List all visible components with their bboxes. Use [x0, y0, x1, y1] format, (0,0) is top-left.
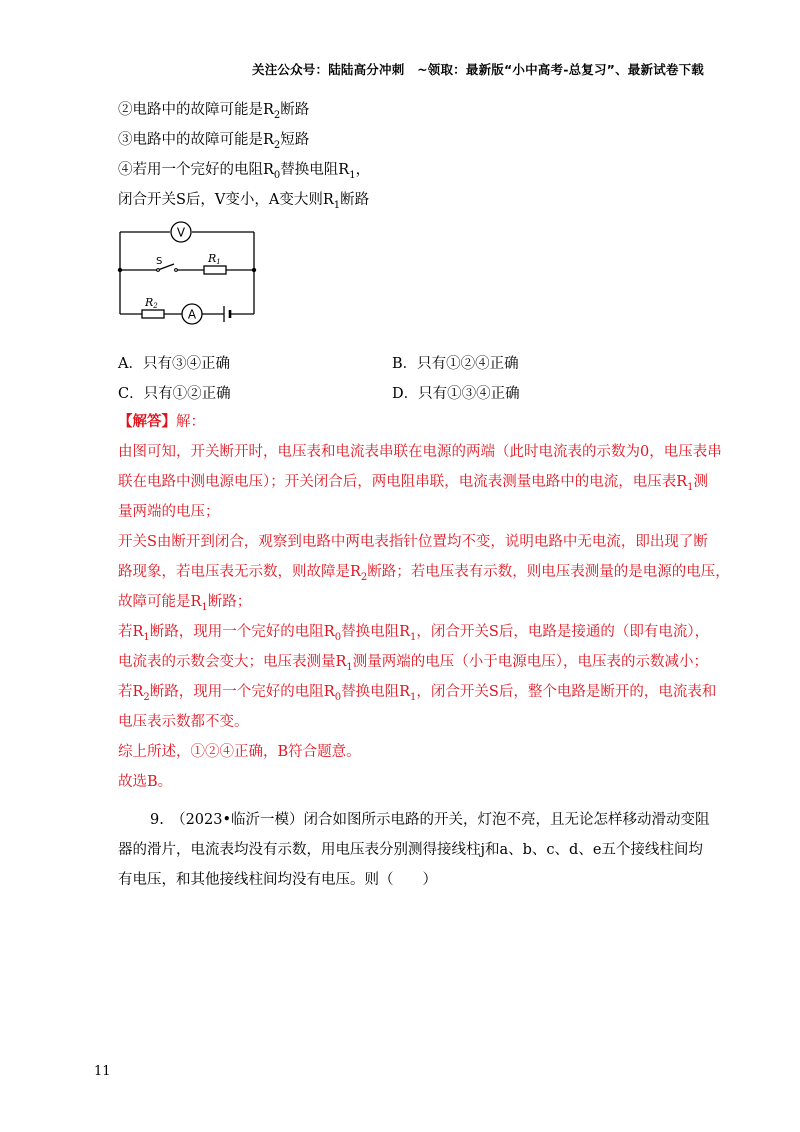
solution-line-1: 由图可知，开关断开时，电压表和电流表串联在电源的两端（此时电流表的示数为0，电压表串	[118, 444, 722, 460]
question-9-line-2: 器的滑片，电流表均没有示数，用电压表分别测得接线柱j和a、b、c、d、e五个接线柱间均	[118, 842, 703, 858]
solution-line-5: 路现象，若电压表无示数，则故障是$R_2$断路；若电压表有示数，则电压表测量的是电源的电压，	[118, 564, 730, 583]
option-c: C．只有①②正确	[118, 386, 231, 402]
statement-2: ②电路中的故障可能是$R_2$断路	[118, 102, 310, 121]
resistor-r1	[204, 266, 226, 274]
solution-line-6: 故障可能是$R_1$断路；	[118, 594, 252, 613]
junction-right	[252, 268, 256, 272]
junction-left	[118, 268, 122, 272]
switch-contact	[175, 269, 178, 272]
option-b: B．只有①②④正确	[392, 356, 519, 372]
solution-line-10: 电压表示数都不变。	[118, 714, 249, 730]
r2-label: R2	[145, 296, 158, 310]
resistor-r2	[142, 310, 164, 318]
solution-line-11: 综上所述，①②④正确，B符合题意。	[118, 744, 361, 760]
solution-line-2: 联在电路中测电源电压）；开关闭合后，两电阻串联，电流表测量电路中的电流，电压表$R_1$测	[118, 474, 709, 493]
solution-header: 【解答】解：	[118, 413, 205, 430]
switch-contact	[157, 269, 160, 272]
page-number: 11	[94, 1064, 111, 1079]
solution-line-3: 量两端的电压；	[118, 504, 220, 520]
circuit-diagram	[112, 218, 262, 330]
statement-4-continued: 闭合开关S后，V变小，A变大则$R_1$断路	[118, 192, 370, 211]
solution-line-12: 故选B。	[118, 774, 173, 790]
solution-line-4: 开关S由断开到闭合，观察到电路中两电表指针位置均不变，说明电路中无电流，即出现了断	[118, 534, 708, 550]
r1-label: R1	[208, 252, 221, 266]
solution-line-8: 电流表的示数会变大；电压表测量$R_1$测量两端的电压（小于电源电压），电压表的示数减小；	[118, 654, 709, 673]
voltmeter-label: V	[176, 225, 186, 240]
question-9-line-1: 9. （2023•临沂一模）闭合如图所示电路的开关，灯泡不亮，且无论怎样移动滑动变阻	[150, 812, 710, 828]
solution-line-7: 若$R_1$断路，现用一个完好的电阻$R_0$替换电阻$R_1$，闭合开关S后，电路是接通的（即有电流），	[118, 624, 710, 643]
option-a: A．只有③④正确	[118, 356, 230, 372]
ammeter-label: A	[187, 307, 197, 322]
statement-4: ④若用一个完好的电阻$R_0$替换电阻$R_1$，	[118, 162, 371, 181]
option-d: D．只有①③④正确	[392, 386, 520, 402]
page-header: 关注公众号：陆陆高分冲刺 ~领取：最新版“小中高考-总复习”、最新试卷下载	[252, 62, 704, 77]
question-9-line-3: 有电压，和其他接线柱间均没有电压。则（ ）	[118, 872, 437, 888]
switch-label: S	[156, 256, 163, 267]
solution-line-9: 若$R_2$断路，现用一个完好的电阻$R_0$替换电阻$R_1$，闭合开关S后，整个电路是断开的，电流表和	[118, 684, 717, 703]
statement-3: ③电路中的故障可能是$R_2$短路	[118, 132, 310, 151]
